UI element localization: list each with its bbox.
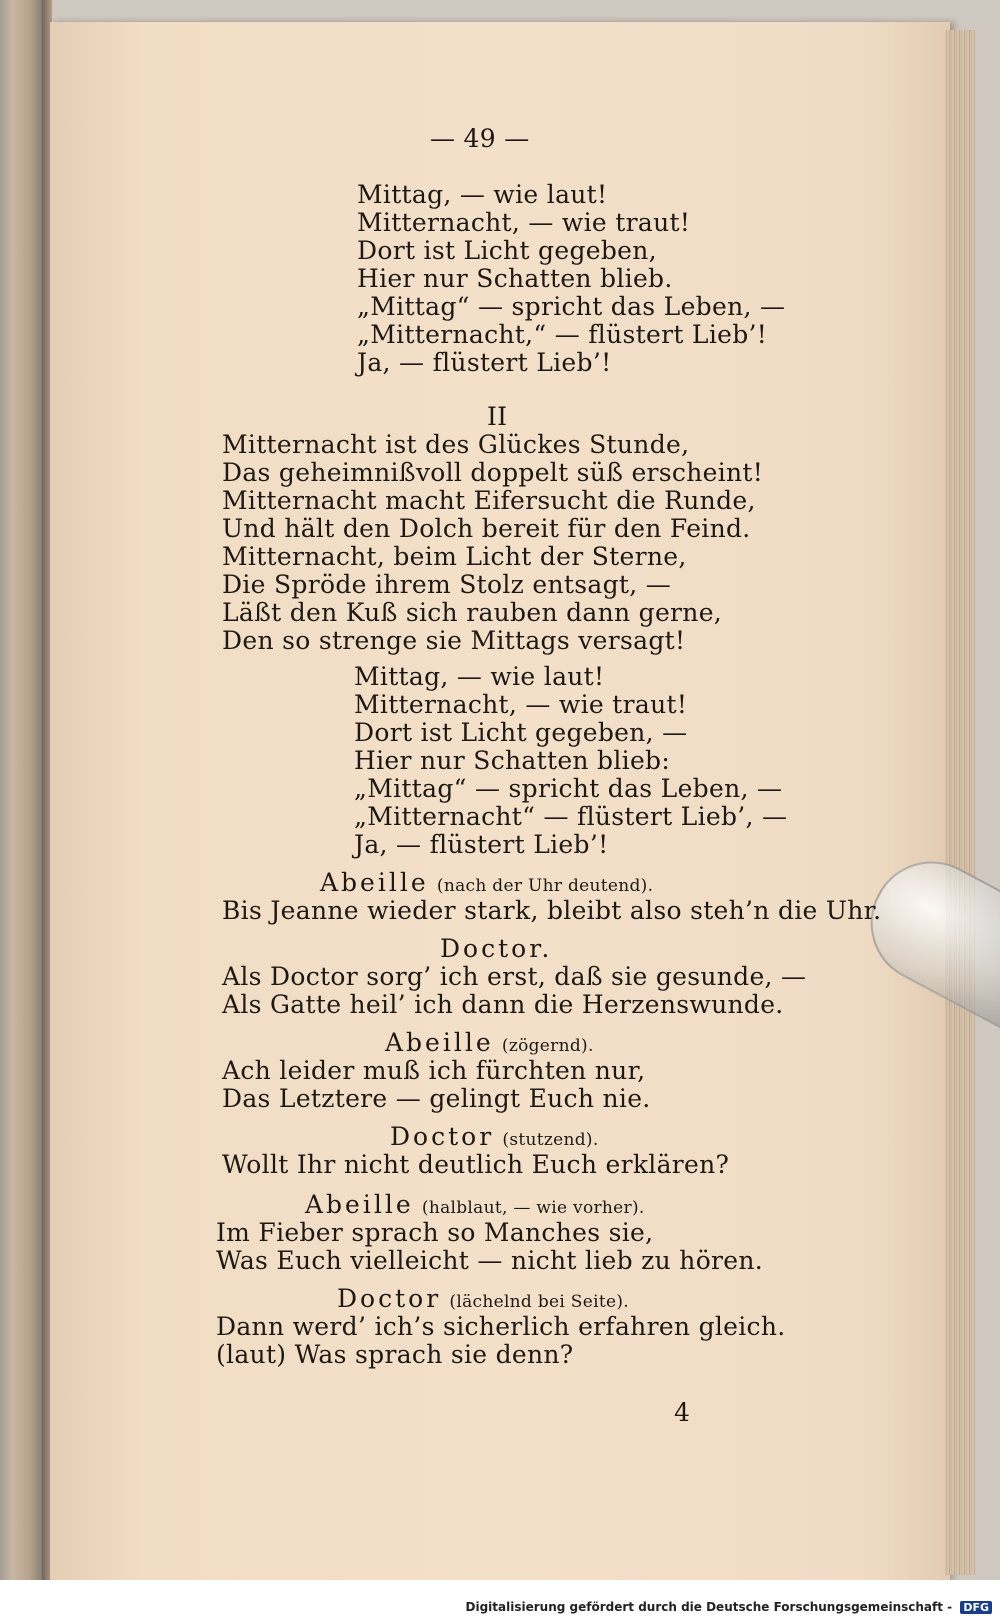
stage-direction: (halblaut, — wie vorher). <box>421 1198 645 1218</box>
speaker-name: Doctor <box>337 1284 442 1313</box>
dialogue-line: Bis Jeanne wieder stark, bleibt also steh’n die Uhr. <box>222 896 882 925</box>
dialogue-line: Dann werd’ ich’s sicherlich erfahren gleich. <box>216 1312 786 1341</box>
refrain-line: „Mittag“ — spricht das Leben, — <box>354 774 783 803</box>
verse-line: Mitternacht, beim Licht der Sterne, <box>222 542 687 571</box>
speaker-heading <box>320 868 653 897</box>
signature-mark: 4 <box>674 1398 691 1427</box>
speaker-heading <box>337 1284 629 1313</box>
stage-direction: (stutzend). <box>502 1130 599 1150</box>
dialogue-line: Das Letztere — gelingt Euch nie. <box>222 1084 651 1113</box>
footer-credit <box>466 1600 992 1614</box>
dfg-logo: DFG <box>960 1601 992 1614</box>
refrain-line: Mittag, — wie laut! <box>357 180 608 209</box>
speaker-name: Abeille <box>305 1190 414 1219</box>
refrain-line: „Mitternacht“ — flüstert Lieb’, — <box>354 802 788 831</box>
speaker-heading <box>385 1028 594 1057</box>
refrain-line: Dort ist Licht gegeben, — <box>354 718 688 747</box>
speaker-name: Abeille <box>385 1028 494 1057</box>
verse-line: Mitternacht ist des Glückes Stunde, <box>222 430 690 459</box>
footer-bar <box>0 1580 1000 1620</box>
stage-direction: (lächelnd bei Seite). <box>449 1292 629 1312</box>
dialogue-line: Ach leider muß ich fürchten nur, <box>222 1056 646 1085</box>
speaker-heading <box>390 1122 599 1151</box>
speaker-heading <box>305 1190 645 1219</box>
refrain-line: Mitternacht, — wie traut! <box>357 208 691 237</box>
refrain-line: Mitternacht, — wie traut! <box>354 690 688 719</box>
verse-line: Den so strenge sie Mittags versagt! <box>222 626 686 655</box>
refrain-line: Hier nur Schatten blieb. <box>357 264 673 293</box>
speaker-name: Abeille <box>320 868 429 897</box>
dialogue-line: Als Gatte heil’ ich dann die Herzenswunde. <box>222 990 784 1019</box>
dialogue-line: Was Euch vielleicht — nicht lieb zu hören. <box>216 1246 764 1275</box>
refrain-line: Ja, — flüstert Lieb’! <box>357 348 612 377</box>
speaker-name: Doctor. <box>440 934 553 963</box>
section-numeral: II <box>487 402 508 431</box>
verse-line: Mitternacht macht Eifersucht die Runde, <box>222 486 756 515</box>
page-number-header: — 49 — <box>430 124 530 153</box>
verse-line: Das geheimnißvoll doppelt süß erscheint! <box>222 458 764 487</box>
dialogue-line: Im Fieber sprach so Manches sie, <box>216 1218 654 1247</box>
verse-line: Und hält den Dolch bereit für den Feind. <box>222 514 751 543</box>
dialogue-line: Wollt Ihr nicht deutlich Euch erklären? <box>222 1150 730 1179</box>
verse-line: Läßt den Kuß sich rauben dann gerne, <box>222 598 723 627</box>
speaker-heading <box>440 934 552 963</box>
speaker-name: Doctor <box>390 1122 495 1151</box>
refrain-line: „Mitternacht,“ — flüstert Lieb’! <box>357 320 768 349</box>
refrain-line: Mittag, — wie laut! <box>354 662 605 691</box>
refrain-line: Dort ist Licht gegeben, <box>357 236 657 265</box>
dialogue-line: (laut) Was sprach sie denn? <box>216 1340 574 1369</box>
refrain-line: Ja, — flüstert Lieb’! <box>354 830 609 859</box>
verse-line: Die Spröde ihrem Stolz entsagt, — <box>222 570 672 599</box>
footer-credit-text: Digitalisierung gefördert durch die Deutsche Forschungsgemeinschaft - <box>465 1600 953 1614</box>
refrain-line: „Mittag“ — spricht das Leben, — <box>357 292 786 321</box>
stage-direction: (zögernd). <box>501 1036 594 1056</box>
stage-direction: (nach der Uhr deutend). <box>436 876 654 896</box>
refrain-line: Hier nur Schatten blieb: <box>354 746 671 775</box>
dialogue-line: Als Doctor sorg’ ich erst, daß sie gesunde, — <box>222 962 807 991</box>
